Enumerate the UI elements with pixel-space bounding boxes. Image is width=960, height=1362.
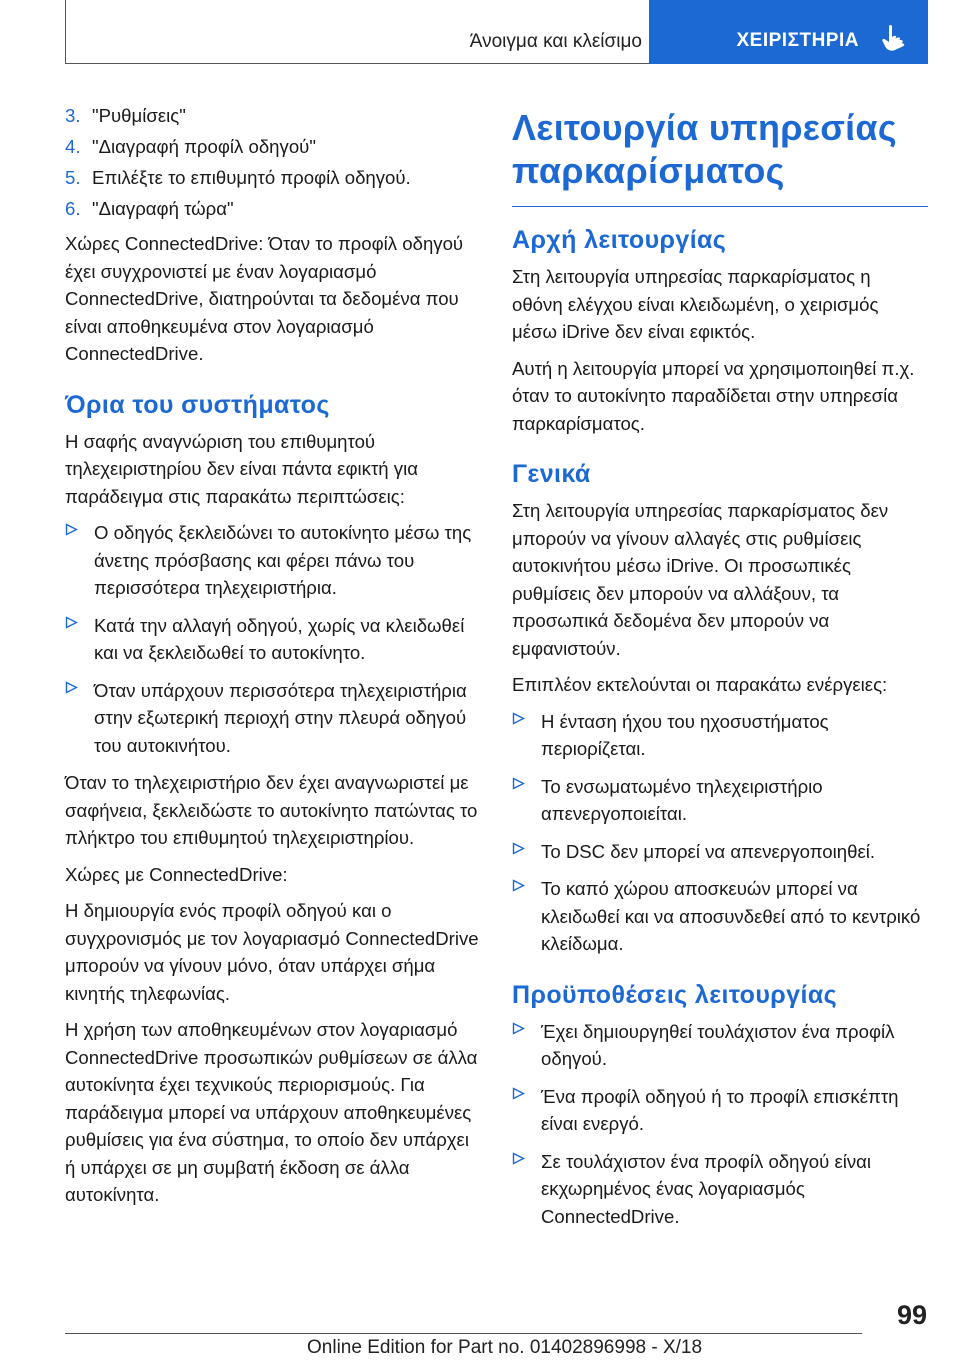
bullet-text: Κατά την αλλαγή οδηγού, χωρίς να κλειδωθεί και να ξεκλειδωθεί το αυτοκίνητο.	[94, 614, 465, 663]
triangle-bullet-icon	[512, 777, 525, 790]
chapter-tab[interactable]	[649, 0, 928, 64]
bullet-list	[512, 1018, 926, 1231]
list-item	[65, 519, 479, 602]
list-item	[65, 677, 479, 760]
page-header	[65, 0, 927, 64]
list-item	[65, 131, 479, 162]
paragraph: Χώρες με ConnectedDrive:	[65, 863, 288, 885]
bullet-list	[512, 708, 926, 958]
heading-general: Γενικά	[512, 460, 591, 488]
paragraph: Αυτή η λειτουργία μπορεί να χρησιμοποιηθεί π.χ. όταν το αυτοκίνητο παραδίδεται στην υπηρεσία παρκαρίσματος.	[512, 357, 915, 434]
list-item	[512, 875, 926, 958]
step-text: Επιλέξτε το επιθυμητό προφίλ οδηγού.	[92, 167, 411, 188]
triangle-bullet-icon	[512, 1022, 525, 1035]
list-item	[512, 1148, 926, 1231]
heading-prerequisites: Προϋποθέσεις λειτουργίας	[512, 980, 837, 1009]
paragraph: Επιπλέον εκτελούνται οι παρακάτω ενέργειες:	[512, 674, 888, 695]
step-number: 4.	[65, 136, 81, 157]
list-item	[65, 193, 479, 224]
list-item	[65, 612, 479, 667]
triangle-bullet-icon	[512, 1087, 525, 1100]
list-item	[65, 100, 479, 131]
list-item	[512, 1083, 926, 1138]
paragraph: Στη λειτουργία υπηρεσίας παρκαρίσματος η οθόνη ελέγχου είναι κλειδωμένη, ο χειρισμός μέσω iDrive δεν είναι εφικτός.	[512, 266, 879, 342]
bullet-text: Ο οδηγός ξεκλειδώνει το αυτοκίνητο μέσω της άνετης πρόσβασης και φέρει πάνω του περισσότερα τηλεχειριστήρια.	[94, 522, 472, 598]
triangle-bullet-icon	[512, 879, 525, 892]
list-item	[512, 773, 926, 828]
list-item	[65, 162, 479, 193]
right-column	[512, 100, 926, 1240]
footer-divider	[65, 1333, 862, 1334]
bullet-text: Σε τουλάχιστον ένα προφίλ οδηγού είναι εκχωρημένος ένας λογαριασμός ConnectedDrive.	[541, 1150, 872, 1227]
bullet-text: Το ενσωματωμένο τηλεχειριστήριο απενεργοποιείται.	[541, 775, 823, 824]
list-item	[512, 708, 926, 763]
paragraph: Η δημιουργία ενός προφίλ οδηγού και ο συγχρονισμός με τον λογαριασμό ConnectedDrive μπορούν να γίνουν μόνο, όταν υπάρχει σήμα κινητής τηλεφωνίας.	[65, 900, 479, 1004]
heading-system-limits: Όρια του συστήματος	[65, 390, 330, 419]
bullet-list	[65, 519, 479, 759]
paragraph: Η σαφής αναγνώριση του επιθυμητού τηλεχειριστηρίου δεν είναι πάντα εφικτή για παράδειγμα στις παρακάτω περιπτώσεις:	[65, 430, 418, 507]
triangle-bullet-icon	[512, 712, 525, 725]
bullet-text: Όταν υπάρχουν περισσότερα τηλεχειριστήρια στην εξωτερική περιοχή στην πλευρά οδηγού του αυτοκινήτου.	[94, 679, 467, 756]
section-main-title: Λειτουργία υπηρεσίας παρκαρίσματος	[512, 107, 897, 191]
edition-text: Online Edition for Part no. 01402896998 - X/18	[307, 1337, 703, 1358]
paragraph: Η χρήση των αποθηκευμένων στον λογαριασμό ConnectedDrive προσωπικών ρυθμίσεων σε άλλα αυτοκίνητα έχει τεχνικούς περιορισμούς. Για παράδειγμα μπορεί να υπάρχουν αποθηκευμένες ρυθμίσεις για ένα σύστημα, το οποίο δεν υπάρχει ή υπάρχει σε μη συμβατή έκδοση σε άλλα αυτοκίνητα.	[65, 1019, 478, 1205]
hand-pointing-icon	[881, 24, 907, 52]
step-text: "Διαγραφή προφίλ οδηγού"	[92, 136, 316, 157]
bullet-text: Ένα προφίλ οδηγού ή το προφίλ επισκέπτη είναι ενεργό.	[541, 1085, 899, 1134]
triangle-bullet-icon	[512, 842, 525, 855]
bullet-text: Το καπό χώρου αποσκευών μπορεί να κλειδωθεί και να αποσυνδεθεί από το κεντρικό κλείδωμα.	[541, 878, 921, 954]
step-text: "Ρυθμίσεις"	[92, 105, 186, 126]
paragraph: Χώρες ConnectedDrive: Όταν το προφίλ οδηγού έχει συγχρονιστεί με έναν λογαριασμό ConnectedDrive, διατηρούνται τα δεδομένα που είναι αποθηκευμένα στον λογαριασμό ConnectedDrive.	[65, 233, 464, 364]
triangle-bullet-icon	[512, 1152, 525, 1165]
bullet-text: Έχει δημιουργηθεί τουλάχιστον ένα προφίλ οδηγού.	[541, 1020, 895, 1069]
list-item	[512, 838, 926, 866]
paragraph: Όταν το τηλεχειριστήριο δεν έχει αναγνωριστεί με σαφήνεια, ξεκλειδώστε το αυτοκίνητο πατώντας το πλήκτρο του επιθυμητού τηλεχειριστηρίου.	[65, 772, 478, 848]
left-column	[65, 100, 479, 1218]
triangle-bullet-icon	[65, 523, 78, 536]
section-title: Άνοιγμα και κλείσιμο	[469, 31, 642, 52]
chapter-tab-label: ΧΕΙΡΙΣΤΗΡΙΑ	[736, 30, 859, 51]
step-number: 5.	[65, 167, 81, 188]
heading-principle: Αρχή λειτουργίας	[512, 226, 727, 254]
list-item	[512, 1018, 926, 1073]
triangle-bullet-icon	[65, 681, 78, 694]
title-divider	[512, 206, 928, 207]
paragraph: Στη λειτουργία υπηρεσίας παρκαρίσματος δεν μπορούν να γίνουν αλλαγές στις ρυθμίσεις αυτοκινήτου μέσω iDrive. Οι προσωπικές ρυθμίσεις δεν μπορούν να αλλάξουν, τα προσωπικά δεδομένα δεν μπορούν να εμφανιστούν.	[512, 500, 889, 659]
triangle-bullet-icon	[65, 616, 78, 629]
step-number: 6.	[65, 198, 81, 219]
step-number: 3.	[65, 105, 81, 126]
step-text: "Διαγραφή τώρα"	[92, 198, 234, 219]
steps-list	[65, 100, 479, 224]
bullet-text: Το DSC δεν μπορεί να απενεργοποιηθεί.	[541, 840, 876, 862]
page-number: 99	[896, 1300, 927, 1330]
bullet-text: Η ένταση ήχου του ηχοσυστήματος περιορίζεται.	[541, 710, 829, 759]
